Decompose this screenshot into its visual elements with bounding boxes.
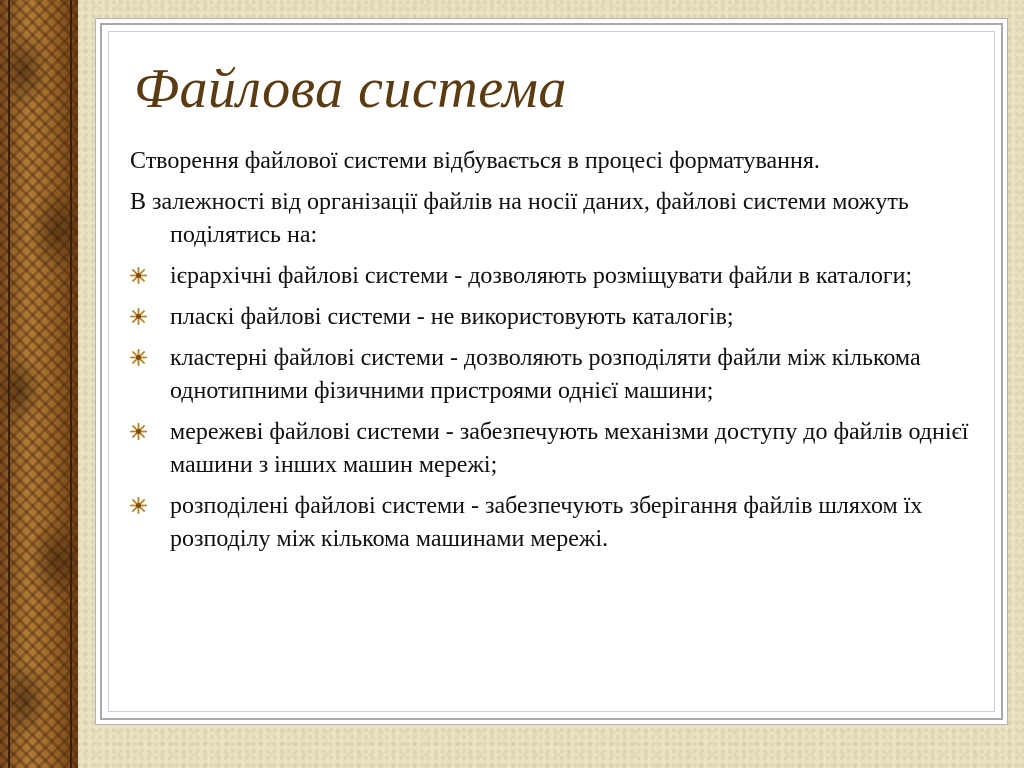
bullet-text: ієрархічні файлові системи - дозволяють розміщувати файли в каталоги; [170,263,913,289]
starburst-bullet-icon [130,423,147,440]
bullet-item [130,301,980,334]
decorative-side-strip [0,0,78,768]
starburst-bullet-icon [130,497,147,514]
paragraph: Створення файлової системи відбувається в процесі форматування. [130,148,820,174]
starburst-bullet-icon [130,267,147,284]
bullet-text: пласкі файлові системи - не використовують каталогів; [170,304,734,330]
slide-title: Файлова система [134,58,567,120]
strip-border-left [8,0,10,768]
bullet-text: мережеві файлові системи - забезпечують механізми доступу до файлів однієї машини з інших машин мережі; [170,419,969,478]
bullet-text: розподілені файлові системи - забезпечують зберігання файлів шляхом їх розподілу між кількома машинами мережі. [170,493,923,552]
bullet-item [130,260,980,293]
starburst-bullet-icon [130,349,147,366]
bullet-item [130,416,980,482]
slide-content [130,145,980,564]
bullet-text: кластерні файлові системи - дозволяють розподіляти файли між кількома однотипними фізичними пристроями однієї машини; [170,345,921,404]
starburst-bullet-icon [130,308,147,325]
slide-panel [100,23,1003,720]
bullet-item [130,490,980,556]
paragraph: В залежності від організації файлів на носії даних, файлові системи можуть поділятись на: [130,189,909,248]
strip-border-right [70,0,72,768]
bullet-item [130,342,980,408]
